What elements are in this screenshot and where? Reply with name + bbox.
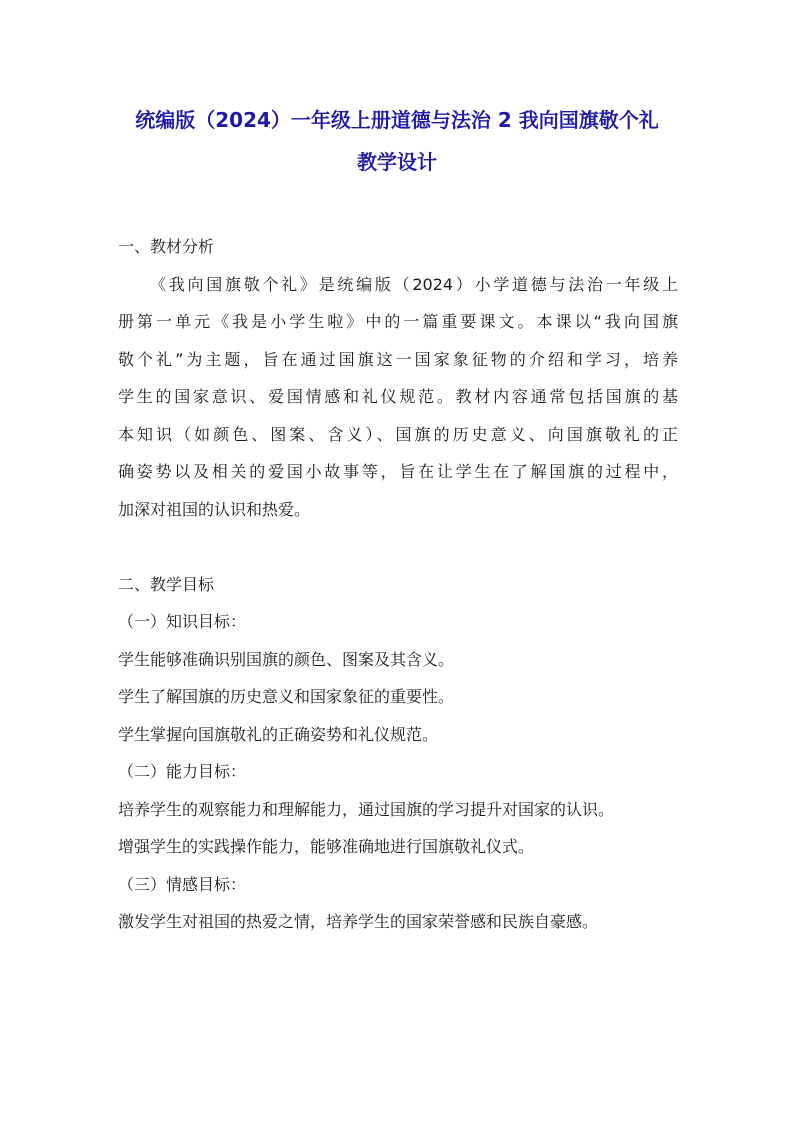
ability-item: 培养学生的观察能力和理解能力，通过国旗的学习提升对国家的认识。 (118, 799, 615, 819)
subheading-knowledge: （一）知识目标： (118, 612, 247, 631)
subheading-emotion: （三）情感目标： (118, 874, 247, 894)
section-heading-objectives: 二、教学目标 (118, 574, 215, 594)
section-heading-analysis: 一、教材分析 (118, 237, 215, 256)
paragraph-line: 册第一单元《我是小学生啦》中的一篇重要课文。本课以“我向国旗 (118, 312, 678, 331)
knowledge-item: 学生了解国旗的历史意义和国家象征的重要性。 (118, 687, 455, 706)
paragraph-line: 敬个礼”为主题，旨在通过国旗这一国家象征物的介绍和学习，培养 (118, 349, 678, 369)
document-title-line-1: 统编版（2024）一年级上册道德与法治 2 我向国旗敬个礼 (135, 108, 659, 132)
paragraph-line: 加深对祖国的认识和热爱。 (118, 499, 311, 519)
blank-line (118, 528, 678, 566)
paragraph-line: 学生的国家意识、爱国情感和礼仪规范。教材内容通常包括国旗的基 (118, 387, 678, 406)
knowledge-item: 学生掌握向国旗敬礼的正确姿势和礼仪规范。 (118, 724, 439, 744)
document-title-line-2: 教学设计 (357, 150, 437, 174)
paragraph-line: 《我向国旗敬个礼》是统编版（2024）小学道德与法治一年级上 (150, 274, 678, 294)
document-body (118, 228, 678, 941)
paragraph-line: 本知识（如颜色、图案、含义）、国旗的历史意义、向国旗敬礼的正 (118, 424, 678, 444)
ability-item: 增强学生的实践操作能力，能够准确地进行国旗敬礼仪式。 (118, 837, 535, 856)
subheading-ability: （二）能力目标： (118, 762, 247, 781)
analysis-paragraph (118, 266, 678, 529)
emotion-item: 激发学生对祖国的热爱之情，培养学生的国家荣誉感和民族自豪感。 (118, 912, 599, 931)
paragraph-line: 确姿势以及相关的爱国小故事等，旨在让学生在了解国旗的过程中， (118, 462, 678, 481)
knowledge-item: 学生能够准确识别国旗的颜色、图案及其含义。 (118, 649, 455, 669)
